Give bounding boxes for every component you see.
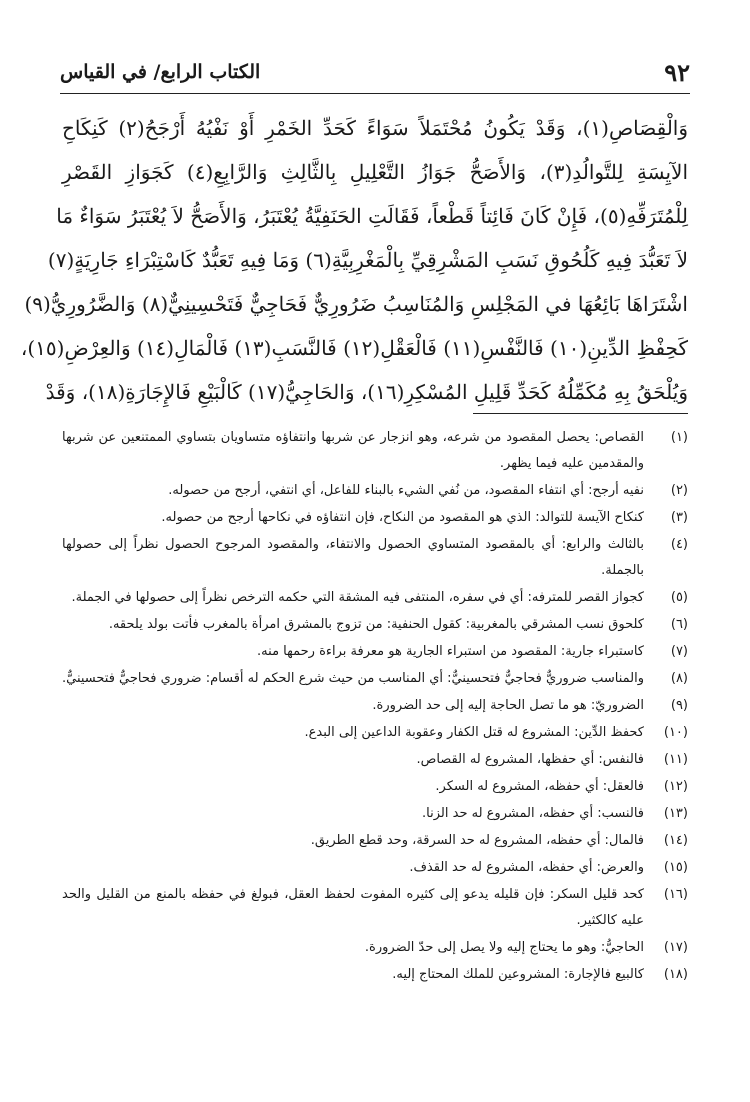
footnote (62, 882, 688, 934)
footnote (62, 774, 688, 800)
footnote (62, 855, 688, 881)
footnote-text: الضروريّ: هو ما تصل الحاجة إليه إلى حد الضرورة. (372, 698, 644, 713)
footnote-separator (473, 413, 688, 414)
main-text-line: وَالْقِصَاصِ(١)، وَقَدْ يَكُونُ مُحْتَمَلاً سَوَاءً كَحَدِّ الخَمْرِ أَوْ نَفْيُهُ أَرْجَحُ(٢) كَنِكَاحِ (62, 116, 689, 140)
footnote (62, 585, 688, 611)
footnote-text: كنكاح الآيسة للتوالد: الذي هو المقصود من النكاح، فإن انتفاؤه في نكاحها أرجح من حصوله. (161, 510, 644, 525)
main-text-line: وَيُلْحَقُ بِهِ مُكَمِّلُهُ كَحَدِّ قَلِيلِ المُسْكِرِ(١٦)، وَالحَاجِيُّ(١٧) كَالْبَيْعِ فَالإِجَارَةِ(١٨)، وَقَدْ (45, 380, 688, 404)
header-rule (60, 93, 690, 94)
footnote-text: كالبيع فالإجارة: المشروعين للملك المحتاج إليه. (392, 967, 644, 982)
footnote-number: (١) (670, 430, 688, 445)
footnote-text: والمناسب ضروريٌّ فحاجيٌّ فتحسينيٌّ: أي المناسب من حيث شرع الحكم له أقسام: ضروري فحاجيٌّ فتحسينيٌّ. (61, 671, 644, 686)
footnote (62, 505, 688, 531)
footnote-number: (١٢) (663, 779, 688, 794)
footnote-number: (١٤) (663, 833, 688, 848)
page-number: ٩٢ (664, 57, 690, 87)
footnote (62, 612, 688, 638)
footnote-number: (١٧) (663, 940, 688, 955)
footnote (62, 532, 688, 584)
footnote-number: (١٨) (663, 967, 688, 982)
footnote (62, 478, 688, 504)
main-text-line: الآيِسَةِ لِلتَّوالُدِ(٣)، وَالأَصَحُّ جَوَازُ التَّعْلِيلِ بِالثَّالِثِ وَالرَّابِعِ(٤) كَجَوَازِ القَصْرِ (62, 160, 688, 184)
footnote-text: فالنفس: أي حفظها، المشروع له القصاص. (416, 752, 644, 767)
running-title: الكتاب الرابع/ في القياس (60, 61, 261, 83)
footnote-text: فالنسب: أي حفظه، المشروع له حد الزنا. (422, 806, 644, 821)
main-text-line: اشْتَرَاهَا بَائِعُهَا في المَجْلِسِ وَالمُنَاسِبُ ضَرُورِيٌّ فَحَاجِيٌّ فَتَحْسِينِيٌّ(٨) وَالضَّرُورِيُّ(٩) (24, 292, 688, 316)
main-text (20, 106, 689, 414)
footnote (62, 639, 688, 665)
footnote (62, 693, 688, 719)
footnote-text: كاستبراء جارية: المقصود من استبراء الجارية هو معرفة براءة رحمها منه. (257, 644, 644, 659)
footnote (62, 425, 688, 477)
footnote-number: (٧) (670, 644, 688, 659)
footnote-text: كحد قليل السكر: فإن قليله يدعو إلى كثيره المفوت لحفظ العقل، فبولغ في حفظه بالمنع من القليل والحد عليه كالكثير. (62, 887, 644, 928)
footnote-number: (٢) (670, 483, 688, 498)
footnote-text: بالثالث والرابع: أي بالمقصود المتساوي الحصول والانتفاء، والمقصود المرجوح الحصول نظراً إلى حصولها بالجملة. (62, 537, 644, 578)
footnote (62, 828, 688, 854)
footnote-number: (٦) (670, 617, 688, 632)
footnote-number: (٣) (670, 510, 688, 525)
footnote-text: القصاص: يحصل المقصود من شرعه، وهو انزجار عن شربها وانتفاؤه متساويان بتساوي الممتنعين عن شربها والمقدمين عليه فيما يظهر. (62, 430, 644, 471)
footnote (62, 720, 688, 746)
footnote-number: (٩) (670, 698, 688, 713)
footnote-text: كجواز القصر للمترفه: أي في سفره، المنتفى فيه المشقة التي حكمه الترخص نظراً إلى حصولها في الجملة. (71, 590, 644, 605)
footnote-text: والعرض: أي حفظه، المشروع له حد القذف. (409, 860, 644, 875)
footnote-text: نفيه أرجح: أي انتفاء المقصود، من نُفي الشيء بالبناء للفاعل، أي انتفي، أرجح من حصوله. (168, 483, 644, 498)
footnote-number: (١٣) (663, 806, 688, 821)
footnote-number: (٤) (670, 537, 688, 552)
footnote-number: (١٦) (663, 887, 688, 902)
main-text-line: كَحِفْظِ الدِّينِ(١٠) فَالنَّفْسِ(١١) فَالْعَقْلِ(١٢) فَالنَّسَبِ(١٣) فَالْمَالِ(١٤) وَالعِرْضِ(١٥)، (20, 336, 688, 360)
footnotes (62, 425, 688, 989)
footnote-number: (٥) (670, 590, 688, 605)
footnote-text: كلحوق نسب المشرقي بالمغربية: كقول الحنفية: من تزوج بالمشرق امرأة بالمغرب فأتت بولد يلحقه. (108, 617, 644, 632)
main-text-line: لاَ تَعَبُّدَ فِيهِ كَلُحُوقِ نَسَبِ المَشْرِقِيِّ بِالْمَغْرِبِيَّةِ(٦) وَمَا فِيهِ تَعَبُّدٌ كَاسْتِبْرَاءِ جَارِيَةٍ(٧) (47, 248, 688, 272)
footnote (62, 935, 688, 961)
footnote (62, 747, 688, 773)
footnote (62, 801, 688, 827)
main-text-line: لِلْمُتَرَفِّهِ(٥)، فَإِنْ كَانَ فَائِتاً قَطْعاً، فَقَالَتِ الحَنَفِيَّةُ يُعْتَبَرُ، وَالأَصَحُّ لاَ يُعْتَبَرُ سَوَاءٌ مَا (56, 204, 688, 228)
footnote-text: الحاجيُّ: وهو ما يحتاج إليه ولا يصل إلى حدّ الضرورة. (364, 940, 644, 955)
footnote-number: (١٠) (663, 725, 688, 740)
footnote (62, 962, 688, 988)
footnote-number: (١١) (663, 752, 688, 767)
footnote-number: (٨) (670, 671, 688, 686)
footnote-text: كحفظ الدِّين: المشروع له قتل الكفار وعقوبة الداعين إلى البدع. (304, 725, 644, 740)
footnote (62, 666, 688, 692)
footnote-text: فالعقل: أي حفظه، المشروع له السكر. (435, 779, 644, 794)
footnote-text: فالمال: أي حفظه، المشروع له حد السرقة، وحد قطع الطريق. (310, 833, 644, 848)
page-header (60, 52, 690, 92)
footnote-number: (١٥) (663, 860, 688, 875)
